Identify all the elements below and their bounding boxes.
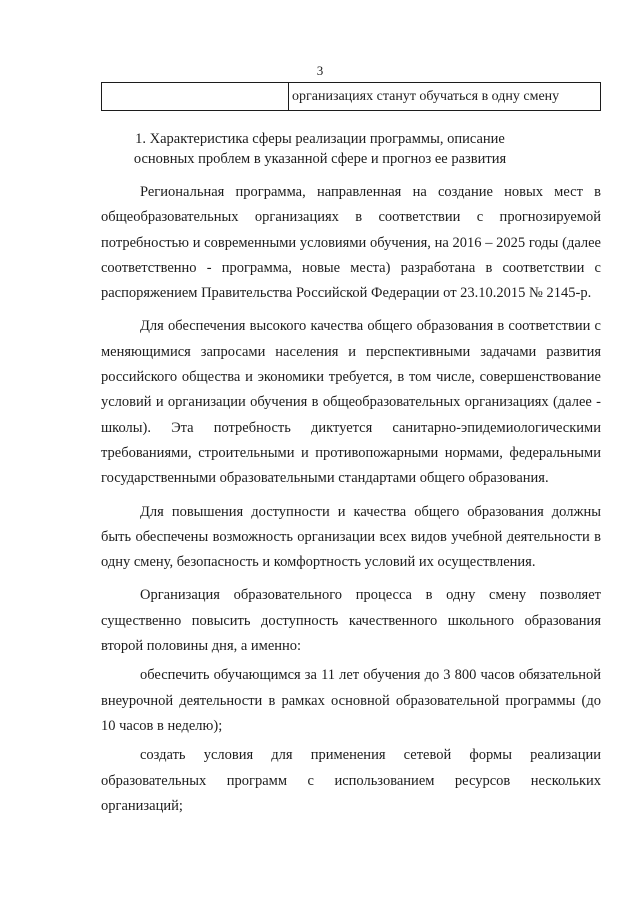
section-heading-line-2: основных проблем в указанной сфере и прогноз ее развития bbox=[133, 151, 507, 167]
paragraph-accessibility: Для повышения доступности и качества общего образования должны быть обеспечены возможность организации всех видов учебной деятельности в одну смену, безопасность и комфортность условий их осуществления. bbox=[101, 503, 601, 571]
table-cell-empty bbox=[102, 83, 289, 111]
table-cell-text: организациях станут обучаться в одну смену bbox=[289, 83, 601, 111]
table-row bbox=[102, 83, 601, 111]
paragraph-quality: Для обеспечения высокого качества общего образования в соответствии с меняющимися запросами населения и перспективными задачами развития российского общества и экономики требуется, в том числе, совершенствование условий и организации обучения в общеобразовательных организациях (далее - школы). Эта потребность диктуется санитарно-эпидемиологическими требованиями, строительными и противопожарными нормами, федеральными государственными образовательными стандартами общего образования. bbox=[101, 318, 601, 487]
paragraph-single-shift: Организация образовательного процесса в одну смену позволяет существенно повысить доступность качественного школьного образования второй половины дня, а именно: bbox=[101, 587, 601, 655]
list-item-extracurricular: обеспечить обучающимся за 11 лет обучения до 3 800 часов обязательной внеурочной деятельности в рамках основной образовательной программы (до 10 часов в неделю); bbox=[101, 667, 601, 734]
page-number: 3 bbox=[316, 63, 324, 78]
list-item-network-form: создать условия для применения сетевой формы реализации образовательных программ с использованием ресурсов нескольких организаций; bbox=[101, 747, 601, 814]
section-heading bbox=[0, 129, 640, 169]
body-text bbox=[101, 180, 601, 819]
continuation-table bbox=[101, 82, 601, 111]
paragraph-program-intro: Региональная программа, направленная на создание новых мест в общеобразовательных организациях в соответствии с прогнозируемой потребностью и современными условиями обучения, на 2016 – 2025 годы (далее соответственно - программа, новые места) разработана в соответствии с распоряжением Правительства Российской Федерации от 23.10.2015 № 2145-р. bbox=[101, 184, 601, 302]
section-heading-line-1: 1. Характеристика сферы реализации программы, описание bbox=[135, 131, 505, 147]
